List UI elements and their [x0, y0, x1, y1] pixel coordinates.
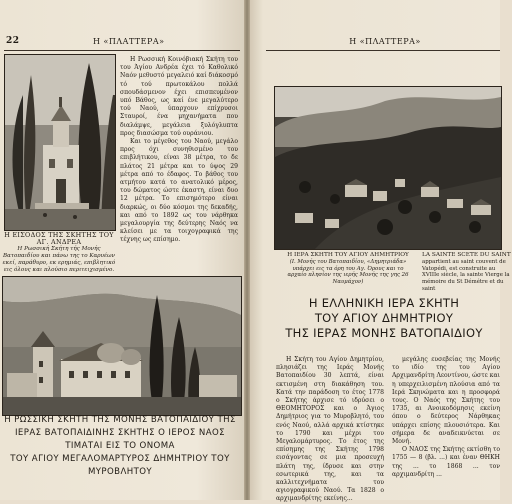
left-top-photo-caption	[2, 232, 116, 274]
left-banner-line: ΤΟΥ ΑΓΙΟΥ ΜΕΓΑΛΟΜΑΡΤΥΡΟΣ ΔΗΜΗΤΡΙΟΥ ΤΟΥ ΜΥΡΟΒΛΗΤΟΥ	[10, 454, 230, 477]
right-body-text-col2	[392, 356, 500, 496]
left-banner-caption	[2, 414, 238, 479]
left-top-photo	[4, 54, 116, 231]
right-paragraph: Ο ΝΑΟΣ της Σκήτης εκτίσθη το 1755 — 8 (βλ. ...) και έναν ΘΗΚΗ της ... το 1868 ... τον αρχιμανδρίτη ...	[392, 446, 500, 478]
left-paragraph: Και το μέγεθος του Ναού, μεγάλο προς όχι συνηθισμένο του επιβλήτικου, είναι 38 μέτρα, το δε πλάτος 21 μέτρα και το ύψος 29 μέτρα από το έδαφος. Το βάθος του ατμήτου κατά το ανατολικό μέρος, του δώματος ώστε έκαστη, είναι δυο 12 μέτρα. Το επισημότερο είναι διαρκώς, οι δύο κόσμοι της δεκαδής, και από το 1892 ως του νάρθηκα μεγαλουργία της δεύτερης Ναός να κλείσει με τα τοιχογραφικά της τέχνης ως επίσημο.	[120, 138, 238, 244]
right-body-text-col1	[276, 356, 384, 503]
skete-church-image	[3, 277, 241, 415]
left-bottom-photo	[2, 276, 242, 416]
left-page-number: 22	[6, 36, 20, 46]
right-photo-caption-body-fr: appartient au saint couvent de Vatopédi, est construite au XVIIIe siècle, la sainte Vierge la mémoire du St Démétre et du saint	[422, 258, 510, 292]
monastery-entrance-image	[5, 55, 115, 230]
left-photo-caption-body: Η Ρωσσική Σκήτη τής Μονής Βατοπαιδίου και πάνω της το Καρυέων εκεί, παράθυρο, εκ ερημιάς, επιβλητικό εις όλους και πλούσιο περιτειχισμένο.	[2, 246, 116, 273]
left-paragraph: Η Ρωσσική Κοινόβιακή Σκήτη του του Άγίου Ανδρέα έχει τό Καθολικό Ναόν μεθυστό μεγαλειό καί διάκοσμό τό τού πρωτοκάλου πολλά σπουδάσμενον έχει επισπευμένον υπό Βάθος, ως καί ένε μεγαλύτερο τού Ναού, ύπαρχουν επίχρυσοι Σταυροί, ένα μηχανήματα που διαλάμψε, μεγάλεια ξυλόγλυπτα προς διασώσμα τού ουράνιου.	[120, 56, 238, 137]
left-body-text	[120, 56, 238, 268]
right-header-rule	[266, 50, 500, 51]
right-top-photo	[274, 86, 502, 250]
right-photo-caption-title: Η ΙΕΡΑ ΣΚΗΤΗ ΤΟΥ ΑΓΙΟΥ ΔΗΜΗΤΡΙΟΥ	[287, 252, 409, 258]
right-photo-caption-body: (Ι. Μονής του Βατοπαιδίου, «Δημητριάδα» υπάρχει εις τα όρη του Αγ. Όρους και το αρχαίο πλησίον της ιερής Μονής της γης 26 Ναυμάχον)	[287, 258, 409, 286]
right-photo-caption-french	[422, 252, 512, 293]
left-header-rule	[4, 50, 240, 51]
section-title-line: Η ΕΛΛΗΝΙΚΗ ΙΕΡΑ ΣΚΗΤΗ	[308, 296, 460, 310]
right-photo-caption-greek	[284, 252, 412, 286]
right-section-title	[268, 296, 500, 341]
left-photo-caption-title: Η ΕΙΣΟΔΟΣ ΤΗΣ ΣΚΗΤΗΣ ΤΟΥ ΑΓ. ΑΝΔΡΕΑ	[4, 231, 114, 246]
section-title-line: ΤΟΥ ΑΓΙΟΥ ΔΗΜΗΤΡΙΟΥ	[314, 311, 454, 325]
section-title-line: ΤΗΣ ΙΕΡΑΣ ΜΟΝΗΣ ΒΑΤΟΠΑΙΔΙΟΥ	[285, 326, 483, 340]
book-gutter	[244, 0, 250, 500]
right-running-header	[270, 33, 500, 49]
right-running-title: Η «ΠΛΑΤΤΕΡΑ»	[349, 36, 421, 46]
left-running-title: Η «ΠΛΑΤΤΕΡΑ»	[93, 36, 165, 46]
skete-landscape-image	[275, 87, 501, 249]
left-banner-line: Η ΡΩΣΣΙΚΗ ΣΚΗΤΗ ΤΗΣ ΜΟΝΗΣ ΒΑΤΟΠΑΙΔΙΟΥ ΤΗΣ ΙΕΡΑΣ ΒΑΤΟΠΑΙΔΙΝΗΣ ΣΚΗΤΗΣ Ο ΙΕΡΟΣ ΝΑΟΣ ΤΙΜΑΤΑΙ ΕΙΣ ΤΟ ΟΝΟΜΑ	[4, 415, 236, 451]
right-paragraph: μεγάλης ευσεβείας της Μονής το ιδίο της του Αγίου Αρχιμανδρίτη Λεοντίνου, ώστε και η υπερχειλισμένη πλούσια από τα Ιερά Σκηνώματα και η προσφορά τους. Ο Ναός της Σκήτης του 1735, αι Ανοικοδόμησις εκείνη όπου ο δεύτερος Νάρθηκας υπάρχει επίσης πλουσιότερα. Και σήμερα δε αναδεικνύεται σε Μονή.	[392, 356, 500, 446]
left-running-header	[6, 33, 238, 49]
right-paragraph: Η Σκήτη του Αγίου Δημητρίου, πλησιάζει της Ιεράς Μονής Βατοπαιδίου 30 λεπτά, είναι εκτισμένη στη διακάθηση του. Κατά την παράδοση το έτος 1778 ο Σκήτης άρχισε τό ιδρύσει ο ΘΕΟΜΗΤΟΡΟΣ και ο Άγιος Δημήτριος για το Μυροβλητό, του ενός Ναού, αλλά αρχικά κτίστηκε το 1790 και μέχρι του Μεγαλομάρτυρος. Το έτος της επίσημης της Σκήτης 1798 εισάγοντας σε μια προσευχή πλάτη της, ίδρυσε και στην εσωτερικά της, και τα καλλιτεχνήματα του αγιογραφικού Ναού. Τα 1828 ο αρχιμανδρίτης εκείνης...	[276, 356, 384, 503]
right-photo-caption-title-fr: LA SAINTE SCETE DU SAINT	[422, 252, 511, 258]
